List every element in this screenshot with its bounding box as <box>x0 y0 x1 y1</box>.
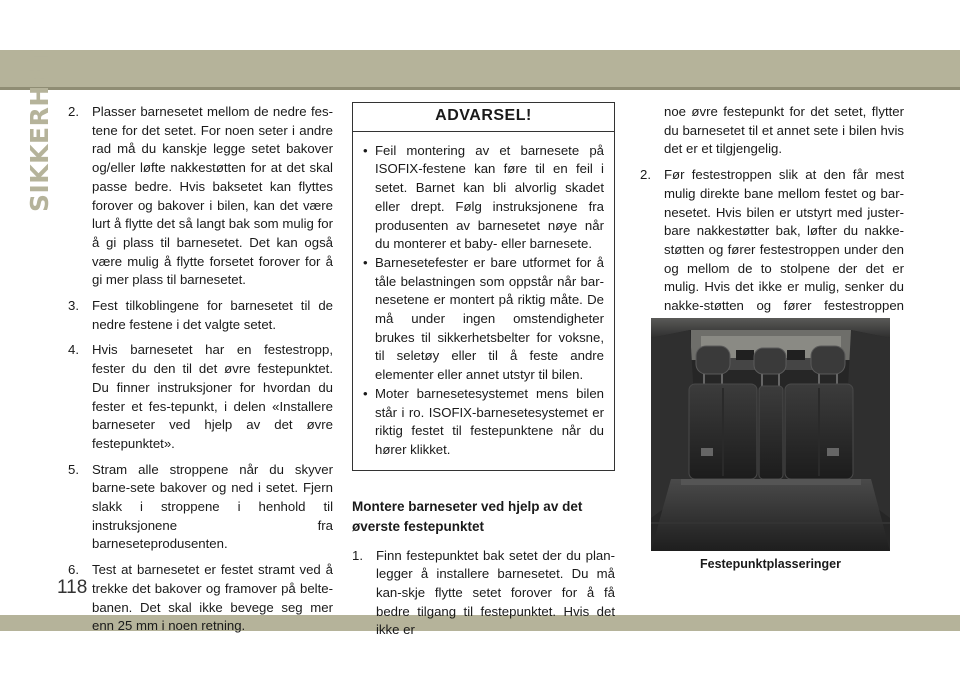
bullet-text: Feil montering av et barnesete på ISOFIX-festene kan føre til en feil i setet. Barnet kan bli alvorlig skadet eller drept. Følg instruksjonene fra produsenten av barnesetet nøye når du monterer et baby- eller barnesete. <box>375 142 604 252</box>
section-label: SIKKERHET <box>25 50 54 212</box>
section-subheading: Montere barneseter ved hjelp av det øverste festepunktet <box>352 498 583 534</box>
header-band-line <box>0 87 960 90</box>
item-number: 1. <box>352 547 363 563</box>
page-number: 118 <box>57 577 88 598</box>
item-number: 6. <box>68 562 79 578</box>
anchor-locations-photo <box>651 318 890 551</box>
item-text: Hvis barnesetet har en festestropp, fester du den til det øvre festepunktet. Du finner instruksjoner for hvordan du fester et fes-tepunkt, i delen «Installere barneseter ved hjelp av det øvre festepunktet». <box>92 342 333 451</box>
warning-box <box>352 102 615 471</box>
section-tab <box>24 50 54 220</box>
warning-bullet <box>363 254 604 385</box>
column-2 <box>352 103 615 647</box>
warning-bullet <box>363 385 604 460</box>
item-number: 2. <box>640 167 651 183</box>
item-number: 4. <box>68 342 79 358</box>
item-text: Finn festepunktet bak setet der du plan-legger å installere barnesetet. Du må kan-skje flytte setet forover for å få bedre tilgang til festepunktet. Hvis det ikke er <box>376 547 615 638</box>
bullet-dot-icon: • <box>363 142 368 158</box>
column-1 <box>68 103 333 643</box>
item-text: Test at barnesetet er festet stramt ved å trekke det bakover og framover på belte-banen. Det skal ikke bevege seg mer enn 25 mm i noen retning. <box>92 562 333 634</box>
bullet-text: Barnesetefester er bare utformet for å tåle belastningen som oppstår når bar-nesetene er montert på riktig måte. De må under ingen omstendigheter brukes til sikkerhetsbelter for voksne, til seletøy eller til å feste andre elementer eller annet utstyr til bilen. <box>375 254 604 383</box>
item-text: Før festestroppen slik at den får mest mulig direkte bane mellom festet og bar-nesetet. Hvis bilen er utstyrt med juster-bare nakkestøtter bak, løfter du nakke-støtten og fører festestroppen under den og mellom de to stolpene der det er mulig. Hvis det ikke er mulig, senker du nakke-støtten og fører festestroppen <box>664 167 904 314</box>
continued-text: noe øvre festepunkt for det setet, flytter du barnesetet til et annet sete i bilen hvis det er et tilgjengelig. <box>664 104 904 157</box>
photo-caption: Festepunktplasseringer <box>699 557 841 571</box>
list-item <box>68 561 333 636</box>
header-band <box>0 50 960 90</box>
warning-bullet <box>363 142 604 254</box>
cargo-area-illustration <box>651 318 890 551</box>
list-item <box>68 103 333 290</box>
item-number: 2. <box>68 104 79 119</box>
warning-title: ADVARSEL! <box>353 103 614 132</box>
warning-body <box>353 132 614 470</box>
list-item <box>68 461 333 555</box>
bullet-text: Moter barnesetesystemet mens bilen står i ro. ISOFIX-barnesetesystemet er riktig festet til festepunktene når du hører klikket. <box>375 385 604 457</box>
item-number: 5. <box>68 461 79 477</box>
bullet-dot-icon: • <box>363 385 368 401</box>
column-3 <box>640 103 904 341</box>
list-item <box>640 166 904 334</box>
item-text: Fest tilkoblingene for barnesetet til de nedre festene i det valgte setet. <box>92 298 333 332</box>
bullet-dot-icon: • <box>363 254 368 270</box>
item-text: Plasser barnesetet mellom de nedre fes-tene for det setet. For noen seter i andre rad må du kanskje legge setet bakover og/eller løfte nakkestøtten for at det skal passe bedre. Hvis baksetet kan flyttes forover og bakover i bilen, kan det være lurt å flytte det så langt bak som mulig for å gi plass til barnesetet. Det kan også være mulig å flytte forsetet forover for å gi mer plass til barnesetet. <box>92 104 333 288</box>
list-item <box>68 341 333 453</box>
item-number: 3. <box>68 298 79 314</box>
list-item <box>352 547 615 641</box>
item-text: Stram alle stroppene når du skyver barne-sete bakover og ned i setet. Fjern slakk i stroppene i henhold til instruksjonene fra barneseteprodusenten. <box>92 461 333 552</box>
list-item <box>68 297 333 334</box>
